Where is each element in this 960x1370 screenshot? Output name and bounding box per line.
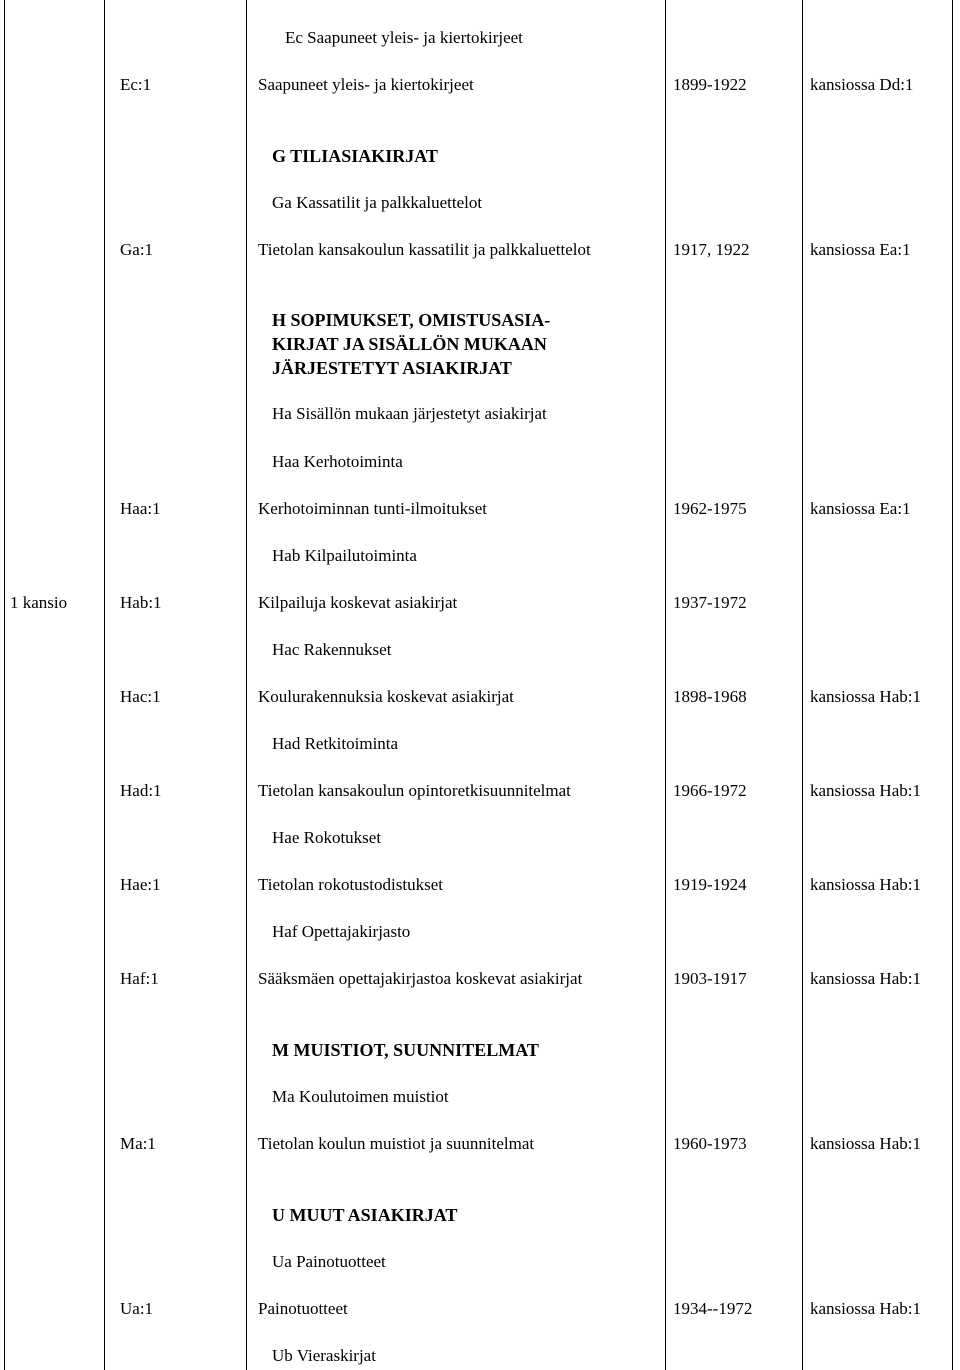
series-heading: Ec Saapuneet yleis- ja kiertokirjeet xyxy=(285,28,523,47)
row-title: Tietolan koulun muistiot ja suunnitelmat xyxy=(258,1134,535,1153)
row-years: 1917, 1922 xyxy=(673,240,750,259)
row-years: 1966-1972 xyxy=(673,781,747,800)
row-title: Koulurakennuksia koskevat asiakirjat xyxy=(258,687,514,706)
subseries-heading: Haf Opettajakirjasto xyxy=(272,922,411,941)
column-divider xyxy=(802,0,803,1370)
row-title: Tietolan kansakoulun kassatilit ja palkkaluettelot xyxy=(258,240,591,259)
row-signum: Hab:1 xyxy=(120,593,162,612)
row-title: Painotuotteet xyxy=(258,1299,348,1318)
row-title: Tietolan rokotustodistukset xyxy=(258,875,443,894)
row-title: Tietolan kansakoulun opintoretkisuunnitelmat xyxy=(258,781,571,800)
series-heading: Ma Koulutoimen muistiot xyxy=(272,1087,449,1106)
row-years: 1962-1975 xyxy=(673,499,747,518)
row-years: 1919-1924 xyxy=(673,875,747,894)
column-divider xyxy=(104,0,105,1370)
row-years: 1937-1972 xyxy=(673,593,747,612)
row-signum: Hac:1 xyxy=(120,687,161,706)
row-location: kansiossa Hab:1 xyxy=(810,1134,921,1153)
row-signum: Had:1 xyxy=(120,781,162,800)
column-divider xyxy=(952,0,953,1370)
row-location: kansiossa Dd:1 xyxy=(810,75,914,94)
subseries-heading: Hae Rokotukset xyxy=(272,828,382,847)
row-location: kansiossa Ea:1 xyxy=(810,499,911,518)
main-group-heading: G TILIASIAKIRJAT xyxy=(272,146,438,166)
row-title: Sääksmäen opettajakirjastoa koskevat asiakirjat xyxy=(258,969,583,988)
row-signum: Haf:1 xyxy=(120,969,159,988)
subseries-heading: Hab Kilpailutoiminta xyxy=(272,546,417,565)
main-group-heading: H SOPIMUKSET, OMISTUSASIA- KIRJAT JA SISÄLLÖN MUKAAN JÄRJESTETYT ASIAKIRJAT xyxy=(272,310,551,378)
column-divider xyxy=(246,0,247,1370)
row-signum: Hae:1 xyxy=(120,875,161,894)
row-years: 1898-1968 xyxy=(673,687,747,706)
series-heading: Ua Painotuotteet xyxy=(272,1252,386,1271)
main-group-heading: M MUISTIOT, SUUNNITELMAT xyxy=(272,1040,539,1060)
row-location: kansiossa Hab:1 xyxy=(810,1299,921,1318)
row-location: kansiossa Hab:1 xyxy=(810,875,921,894)
series-heading: Ga Kassatilit ja palkkaluettelot xyxy=(272,193,483,212)
row-location: kansiossa Hab:1 xyxy=(810,969,921,988)
row-title: Kerhotoiminnan tunti-ilmoitukset xyxy=(258,499,488,518)
subseries-heading: Hac Rakennukset xyxy=(272,640,392,659)
subseries-heading: Had Retkitoiminta xyxy=(272,734,399,753)
column-divider xyxy=(4,0,5,1370)
series-heading: Ha Sisällön mukaan järjestetyt asiakirjat xyxy=(272,404,547,423)
row-location: kansiossa Hab:1 xyxy=(810,687,921,706)
row-location: kansiossa Ea:1 xyxy=(810,240,911,259)
row-years: 1934--1972 xyxy=(673,1299,753,1318)
row-signum: Ec:1 xyxy=(120,75,152,94)
row-location: kansiossa Hab:1 xyxy=(810,781,921,800)
row-years: 1903-1917 xyxy=(673,969,747,988)
row-signum: Ga:1 xyxy=(120,240,154,259)
row-title: Saapuneet yleis- ja kiertokirjeet xyxy=(258,75,474,94)
row-box-count: 1 kansio xyxy=(10,593,68,612)
row-signum: Ua:1 xyxy=(120,1299,154,1318)
main-group-heading: U MUUT ASIAKIRJAT xyxy=(272,1205,458,1225)
column-divider xyxy=(665,0,666,1370)
row-years: 1960-1973 xyxy=(673,1134,747,1153)
row-signum: Haa:1 xyxy=(120,499,161,518)
subseries-heading: Haa Kerhotoiminta xyxy=(272,452,403,471)
series-heading: Ub Vieraskirjat xyxy=(272,1346,376,1365)
row-title: Kilpailuja koskevat asiakirjat xyxy=(258,593,458,612)
row-signum: Ma:1 xyxy=(120,1134,156,1153)
row-years: 1899-1922 xyxy=(673,75,747,94)
